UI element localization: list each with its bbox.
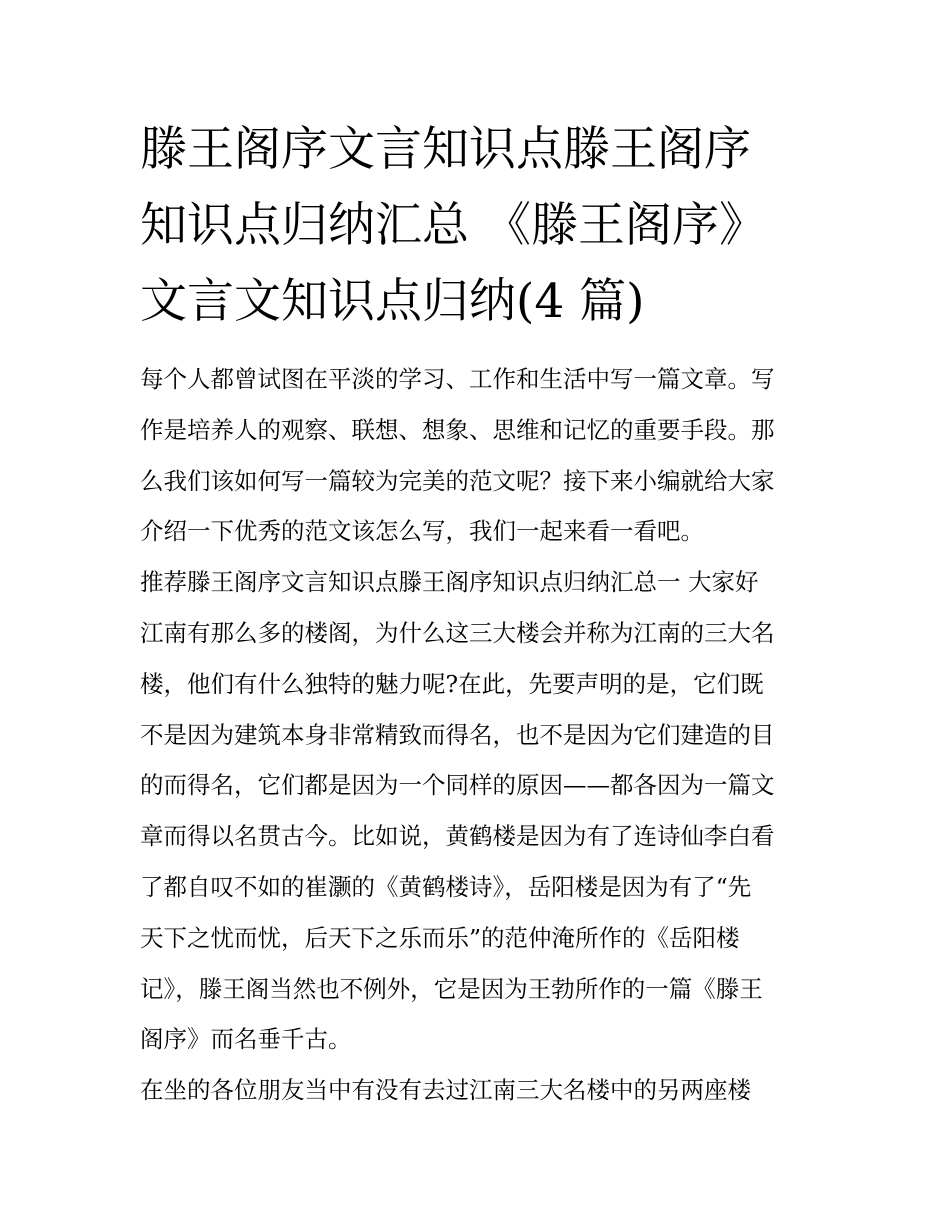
document-title <box>140 112 820 340</box>
body-line: 每个人都曾试图在平淡的学习、工作和生活中写一篇文章。写 <box>140 365 775 393</box>
body-line: 么我们该如何写一篇较为完美的范文呢？接下来小编就给大家 <box>140 466 775 495</box>
body-line: 在坐的各位朋友当中有没有去过江南三大名楼中的另两座楼 <box>140 1076 751 1105</box>
body-line: 推荐滕王阁序文言知识点滕王阁序知识点归纳汇总一 大家好 <box>140 568 759 597</box>
body-line: 记》，滕王阁当然也不例外，它是因为王勃所作的一篇《滕王 <box>140 974 763 1003</box>
title-line-3: 文言文知识点归纳(4 篇) <box>140 274 645 329</box>
body-line: 章而得以名贯古今。比如说，黄鹤楼是因为有了连诗仙李白看 <box>140 822 775 851</box>
title-line-2: 知识点归纳汇总 《滕王阁序》 <box>140 198 766 253</box>
body-line: 天下之忧而忧，后天下之乐而乐”的范仲淹所作的《岳阳楼 <box>140 923 740 952</box>
body-line: 了都自叹不如的崔灏的《黄鹤楼诗》，岳阳楼是因为有了“先 <box>140 872 752 901</box>
document-body <box>140 354 840 1116</box>
body-line: 楼，他们有什么独特的魅力呢?在此，先要声明的是，它们既 <box>140 669 764 698</box>
body-line: 不是因为建筑本身非常精致而得名，也不是因为它们建造的目 <box>140 720 775 749</box>
body-line: 作是培养人的观察、联想、想象、思维和记忆的重要手段。那 <box>140 415 775 444</box>
body-line: 的而得名，它们都是因为一个同样的原因——都各因为一篇文 <box>140 771 775 800</box>
body-line: 江南有那么多的楼阁，为什么这三大楼会并称为江南的三大名 <box>140 618 775 647</box>
body-line: 介绍一下优秀的范文该怎么写，我们一起来看一看吧。 <box>140 517 704 546</box>
body-line: 阁序》而名垂千古。 <box>140 1025 352 1054</box>
title-line-1: 滕王阁序文言知识点滕王阁序 <box>140 122 751 177</box>
